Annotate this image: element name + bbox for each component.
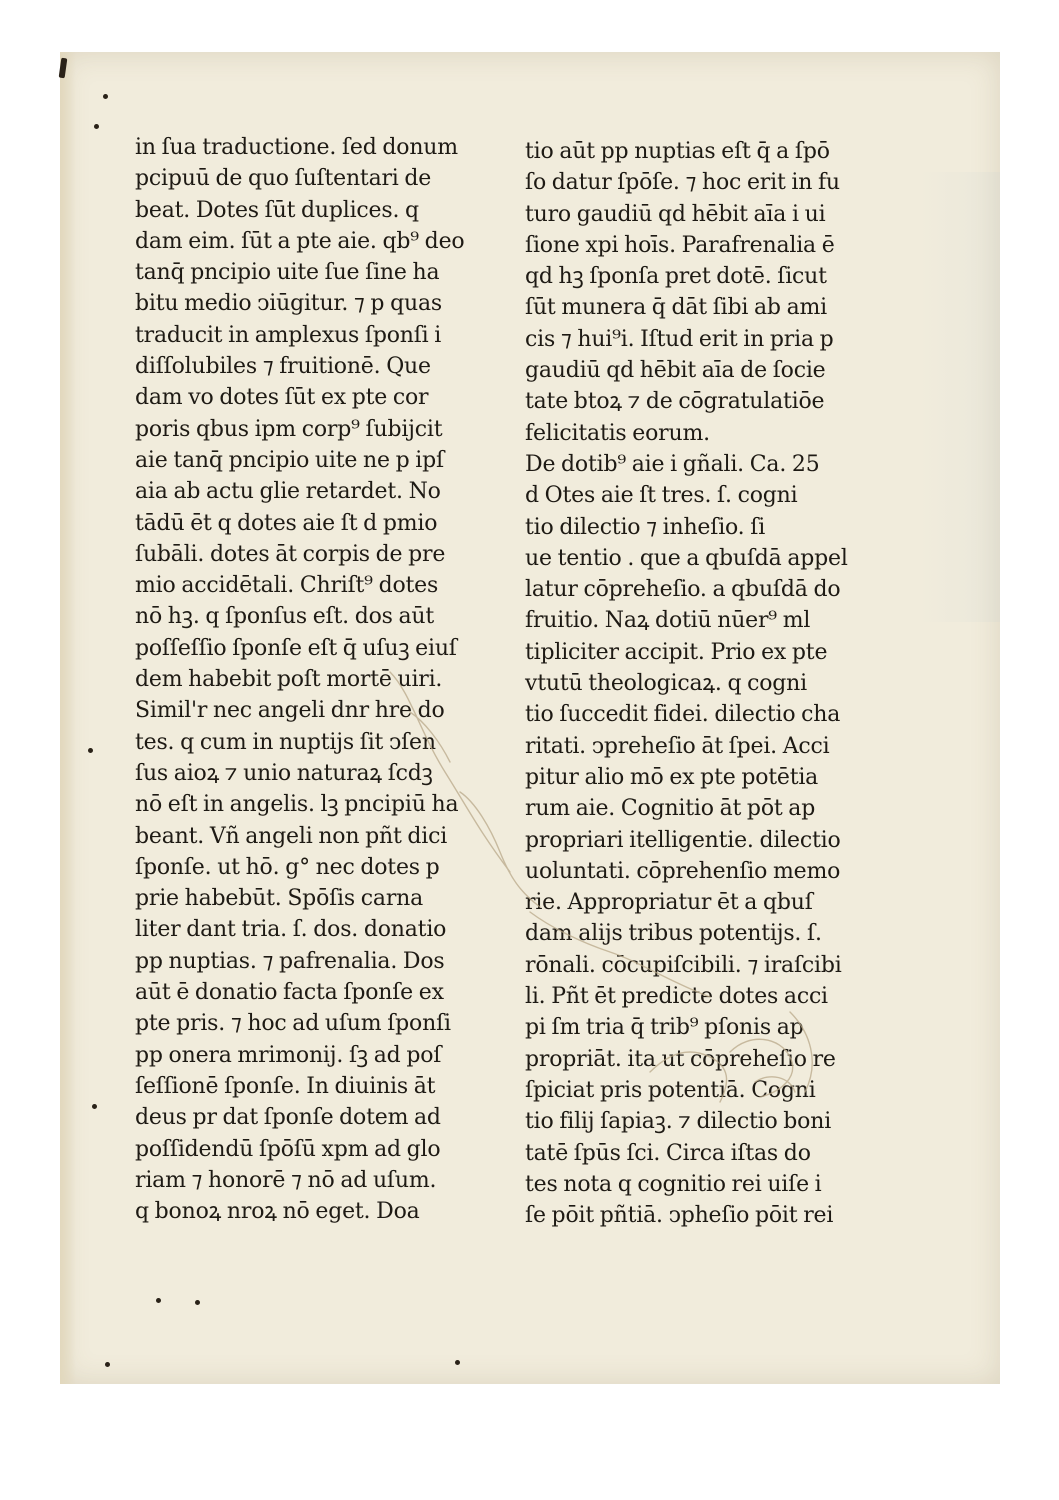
text-line: fruitio. Naꝝ dotiū nūer⁹ ml [525,608,811,634]
text-line: gaudiū qd hēbit aīa de ſocie [525,358,826,384]
text-line: traducit in amplexus ſponſi i [135,322,442,348]
text-line: in ſua traductione. ſed donum [135,135,458,160]
text-line: prie habebūt. Spōſis carna [135,886,424,912]
text-line: ſe pōit pñtiā. ↄpheſio pōit rei [525,1203,834,1229]
text-line: turo gaudiū qd hēbit aīa i ui [525,201,826,227]
text-line: tio dilectio ⁊ inheſio. ſi [525,514,766,540]
text-line: nō eſt in angelis. lꝫ pncipiū ha [135,792,459,818]
text-line: d Otes aie ſt tres. ſ. cogni [525,483,798,509]
text-line: ſus aioꝝ ⁊ unio naturaꝝ ſcdꝫ [135,760,433,786]
text-line: pp onera mrimonij. ſꝫ ad poſ [135,1042,442,1068]
text-line: rum aie. Cognitio āt pōt ap [525,796,816,822]
text-line: tes. q cum in nuptijs ſit ↄſen [135,729,436,755]
text-line: dam eim. ſūt a pte aie. qb⁹ deo [135,228,465,254]
text-line: riam ⁊ honorē ⁊ nō ad uſum. [135,1167,437,1193]
text-line: De dotib⁹ aie i gñali. Ca. 25 [525,451,820,477]
text-line: tio ſuccedit fidei. dilectio cha [525,702,841,728]
text-line: felicitatis eorum. [525,420,710,446]
scanned-page [60,52,1000,1384]
text-column-left [135,132,475,1227]
text-line: qd hꝫ ſponſa pret dotē. ſicut [525,264,827,290]
text-line: rie. Appropriatur ēt a qbuſ [525,890,813,916]
text-line: tādū ēt q dotes aie ſt d pmio [135,510,438,536]
margin-dot [195,1300,200,1305]
text-column-right [525,136,865,1231]
margin-dot [92,1104,97,1109]
text-line: pte pris. ⁊ hoc ad uſum ſponſi [135,1011,451,1037]
text-line: cis ⁊ hui⁹i. Iſtud erit in pria p [525,326,834,352]
text-line: tio filij ſapiaꝫ. ⁊ dilectio boni [525,1109,832,1135]
text-line: ſo datur ſpōſe. ⁊ hoc erit in fu [525,170,840,196]
margin-dot [156,1298,161,1303]
text-line: tio aūt pp nuptias eſt q̄ a ſpō [525,139,830,164]
text-line: dam vo dotes ſūt ex pte cor [135,385,429,411]
text-line: nō hꝫ. q ſponſus eſt. dos aūt [135,604,435,630]
text-line: propriāt. ita ut cōpreheſio re [525,1046,836,1072]
text-line: poſſeſſio ſponſe eſt q̄ uſuꝫ eiuſ [135,635,457,661]
margin-dot [88,748,93,753]
text-line: ſūt munera q̄ dāt ſibi ab ami [525,295,827,321]
text-line: beant. Vñ angeli non pñt dici [135,823,448,849]
text-line: dam alijs tribus potentijs. ſ. [525,921,822,947]
text-line: pcipuū de quo ſuſtentari de [135,166,432,192]
text-line: tate btoꝝ ⁊ de cōgratulatiōe [525,389,825,415]
text-line: beat. Dotes ſūt duplices. q [135,197,419,223]
text-line: pitur alio mō ex pte potētia [525,764,819,790]
text-line: aūt ē donatio facta ſponſe ex [135,980,444,1006]
text-line: rōnali. cōcupiſcibili. ⁊ iraſcibi [525,952,842,978]
text-line: tipliciter accipit. Prio ex pte [525,639,828,665]
text-line: dem habebit poſt mortē uiri. [135,667,443,693]
text-line: pi ſm tria q̄ trib⁹ pſonis ap [525,1015,804,1041]
text-line: ſubāli. dotes āt corpis de pre [135,541,446,567]
margin-dot [105,1362,110,1367]
text-line: ſeſſionē ſponſe. In diuinis āt [135,1073,436,1099]
text-line: uoluntati. cōprehenſio memo [525,858,841,884]
show-through-shadow [920,172,1000,622]
text-line: pp nuptias. ⁊ pafrenalia. Dos [135,948,445,974]
text-line: ritati. ↄpreheſio āt ſpei. Acci [525,733,830,759]
text-line: ſpiciat pris potentiā. Cogni [525,1077,816,1103]
text-line: Simil'r nec angeli dnr hre do [135,698,445,724]
margin-dot [103,94,108,99]
text-line: aia ab actu glie retardet. No [135,479,441,505]
text-line: q bonoꝝ nroꝝ nō eget. Doa [135,1199,420,1225]
margin-dot [455,1360,460,1365]
text-line: poſſidendū ſpōſū xpm ad glo [135,1136,441,1162]
text-line: tanq̄ pncipio uite ſue ſine ha [135,260,440,286]
text-line: tes nota q cognitio rei uiſe i [525,1171,822,1197]
text-line: ſione xpi hoīs. Parafrenalia ē [525,232,835,258]
text-line: aie tanq̄ pncipio uite ne p ipſ [135,447,444,473]
page-corner-mark [59,58,68,79]
text-line: bitu medio ↄiūgitur. ⁊ p quas [135,291,442,317]
text-line: tatē ſpūs ſci. Circa iſtas do [525,1140,811,1166]
text-line: li. Pñt ēt predicte dotes acci [525,984,828,1010]
text-line: diſſolubiles ⁊ fruitionē. Que [135,354,431,380]
text-line: ſponſe. ut hō. g° nec dotes p [135,854,440,880]
text-line: deus pr dat ſponſe dotem ad [135,1105,441,1131]
text-line: mio accidētali. Chriſt⁹ dotes [135,573,439,599]
text-line: ue tentio . que a qbuſdā appel [525,545,848,571]
text-line: vtutū theologicaꝝ. q cogni [525,671,807,697]
text-line: latur cōpreheſio. a qbuſdā do [525,577,841,603]
text-line: liter dant tria. ſ. dos. donatio [135,917,447,943]
margin-dot [94,124,99,129]
text-line: poris qbus ipm corp⁹ ſubijcit [135,416,443,442]
text-line: propriari itelligentie. dilectio [525,827,841,853]
